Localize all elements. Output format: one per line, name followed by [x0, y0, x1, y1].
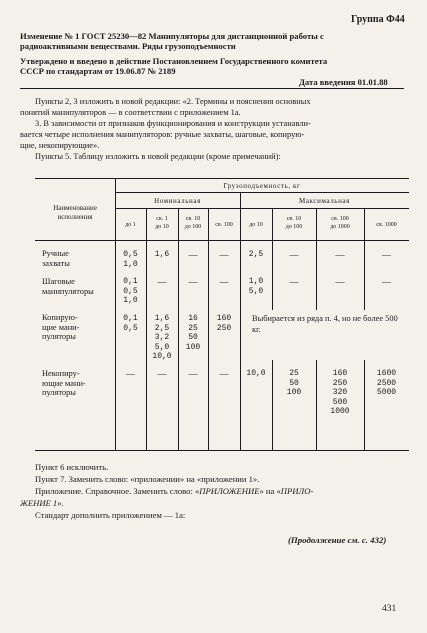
- cell-r4-n3: —: [188, 369, 198, 379]
- amendment-title-line1: Изменение № 1 ГОСТ 25230—82 Манипуляторы для дистанционной работы с: [20, 31, 324, 41]
- cell-value: 2500: [376, 378, 397, 388]
- paragraph-2-line2: вается четыре исполнения манипуляторов: ручные захваты, шаговые, копирую-: [20, 130, 305, 139]
- col-header-m4: св. 1000: [376, 222, 397, 228]
- amendment-title-line2: радиоактивными веществами. Ряды грузоподъемности: [20, 41, 236, 51]
- paragraph-2-line1: 3. В зависимости от признаков функционирования и конструкции устанавли-: [35, 119, 311, 128]
- cell-r4-n4: —: [219, 369, 229, 379]
- cell-r4-m4: [364, 369, 409, 398]
- cell-r2-m4: —: [382, 277, 391, 287]
- paragraph-2-line3: щие, некопирующие».: [20, 141, 100, 150]
- row-name-line: Ручные: [42, 249, 69, 258]
- cell-value: 100: [286, 388, 302, 397]
- paragraph-1-line1: Пункты 2, 3 изложить в новой редакции: «2. Термины и пояснения основных: [35, 97, 311, 106]
- col-header-m2: св. 10 до 100: [285, 216, 303, 230]
- row-name-hand-grippers: [42, 249, 70, 268]
- approved-line1: Утверждено и введено в действие Постановлением Государственного комитета: [20, 56, 328, 66]
- cell-r2-m3: —: [335, 277, 345, 287]
- paragraph-3: Пункты 5. Таблицу изложить в новой редакции (кроме примечаний):: [35, 152, 281, 161]
- footer-line-5: Стандарт дополнить приложением — 1а:: [35, 510, 186, 520]
- cell-r3-n1: [115, 314, 146, 333]
- col-header-n4: св. 100: [215, 222, 233, 228]
- cell-value: 250: [216, 323, 232, 333]
- approved-line2: СССР по стандартам от 19.06.87 № 2189: [20, 66, 176, 76]
- cell-r2-m2: —: [289, 277, 299, 287]
- cell-value: 1,0: [123, 259, 138, 269]
- cell-value: 0,5: [123, 323, 138, 333]
- col-header-group: Грузоподъемность, кг: [223, 182, 301, 190]
- cell-value: 3,2: [154, 333, 170, 342]
- footer-line-3-part: Приложение. Справочное. Заменить слово: «: [35, 486, 200, 496]
- col-header-name: [35, 204, 115, 222]
- footer-line-3-part: » на «: [259, 486, 281, 496]
- cell-value: 160: [332, 369, 348, 378]
- paragraph-1-line2: понятий манипуляторов — в соответствии с приложением 1а.: [20, 108, 241, 117]
- cell-value: 5,0: [248, 286, 264, 296]
- row-name-copying: [42, 313, 79, 342]
- cell-r2-n3: —: [188, 277, 198, 287]
- cell-r1-n1: [115, 250, 146, 269]
- col-header-nominal: Номинальная: [154, 197, 201, 205]
- col-header-m3: св. 100 до 1000: [330, 216, 350, 230]
- cell-value: 10,0: [152, 352, 172, 361]
- cell-value: 1,6: [154, 314, 170, 323]
- cell-value: 2,5: [154, 323, 170, 333]
- table-vline-nominal-max: [240, 192, 241, 450]
- row-name-line: ющие мани-: [42, 378, 86, 388]
- cell-r3-n3: [178, 314, 208, 352]
- cell-value: 1,0: [123, 296, 138, 305]
- col-header-name-line1: Наименование: [53, 204, 97, 212]
- footer-line-4: [20, 498, 64, 508]
- row-name-line: Некопиру-: [42, 369, 80, 378]
- cell-r4-m2: [272, 369, 316, 398]
- cell-r4-m3: [316, 369, 364, 417]
- row-name-line: пуляторы: [42, 332, 76, 341]
- cell-r4-n1: —: [126, 369, 135, 379]
- col-header-n1: до 1: [125, 222, 136, 228]
- cell-value: 5,0: [154, 342, 170, 352]
- effective-date: Дата введения 01.01.88: [299, 77, 388, 87]
- cell-value: 16: [188, 314, 198, 323]
- cell-value: 100: [185, 342, 201, 352]
- cell-r2-n4: —: [219, 277, 229, 287]
- cell-value: 500: [332, 397, 348, 407]
- cell-r4-n2: —: [157, 369, 167, 379]
- cell-value: 160: [216, 314, 232, 323]
- cell-value: 0,1: [123, 277, 138, 286]
- table-header-bottom: [35, 240, 409, 241]
- cell-value: 50: [188, 333, 198, 342]
- cell-value: 1600: [376, 369, 397, 378]
- row-name-line: щие мани-: [42, 322, 80, 332]
- cell-value: 0,1: [123, 314, 138, 323]
- footer-line-2: Пункт 7. Заменить слово: «приложении» на «приложении 1».: [35, 474, 260, 484]
- footer-line-3-italic: ПРИЛО-: [280, 486, 314, 496]
- cell-value: 320: [332, 388, 348, 397]
- footer-line-1: Пункт 6 исключить.: [35, 462, 109, 472]
- row-name-line: Копирую-: [42, 313, 78, 322]
- row-name-noncopying: [42, 369, 86, 398]
- row-name-line: захваты: [42, 258, 70, 268]
- cell-r3-merged-note: Выбирается из ряда п. 4, но не более 500 кг.: [252, 314, 398, 334]
- footer-line-3-italic: ПРИЛОЖЕНИЕ: [199, 486, 260, 496]
- cell-value: 25: [289, 369, 299, 378]
- cell-r1-m1: 2,5: [248, 250, 264, 259]
- cell-value: 50: [289, 378, 299, 388]
- cell-r1-n3: —: [188, 250, 198, 260]
- cell-value: 1,0: [248, 277, 264, 286]
- col-header-name-line2: исполнения: [57, 213, 93, 221]
- cell-value: 0,5: [123, 250, 138, 259]
- col-header-m1: до 10: [249, 222, 263, 228]
- col-header-max: Максимальная: [299, 197, 350, 205]
- group-label: Группа Ф44: [351, 14, 405, 25]
- header-divider: [20, 88, 404, 89]
- cell-value: 1000: [330, 407, 350, 416]
- cell-r2-n1: [115, 277, 146, 306]
- cell-value: 5000: [376, 388, 397, 397]
- cell-value: 250: [332, 378, 348, 388]
- footer-line-4-italic: ЖЕНИЕ 1: [20, 498, 58, 508]
- row-name-line: Шаговые: [42, 277, 75, 286]
- cell-r2-n2: —: [157, 277, 167, 287]
- cell-r2-m1: [240, 277, 272, 296]
- cell-r3-n2: [146, 314, 178, 362]
- table-top-border: [35, 178, 409, 179]
- row-name-line: манипуляторы: [42, 286, 94, 296]
- cell-r1-n4: —: [219, 250, 229, 260]
- table-bottom-border: [35, 450, 409, 451]
- cell-r1-m4: —: [382, 250, 391, 260]
- cell-r4-m1: 10,0: [246, 369, 266, 378]
- cell-r1-m2: —: [289, 250, 299, 260]
- col-header-n2: св. 1 до 10: [155, 216, 169, 230]
- footer-line-3: [35, 486, 313, 496]
- page-number: 431: [382, 604, 397, 614]
- cell-value: 25: [188, 323, 198, 333]
- footer-line-4-part: ».: [57, 498, 64, 508]
- row-name-step-manipulators: [42, 277, 94, 296]
- table-group-divider: [115, 192, 409, 193]
- continuation-note: (Продолжение см. с. 432): [288, 535, 387, 545]
- row-name-line: пуляторы: [42, 388, 76, 397]
- cell-r1-n2: 1,6: [154, 250, 170, 259]
- cell-value: 0,5: [123, 286, 138, 296]
- cell-r3-n4: [208, 314, 240, 333]
- col-header-n3: св. 10 до 100: [184, 216, 202, 230]
- cell-r1-m3: —: [335, 250, 345, 260]
